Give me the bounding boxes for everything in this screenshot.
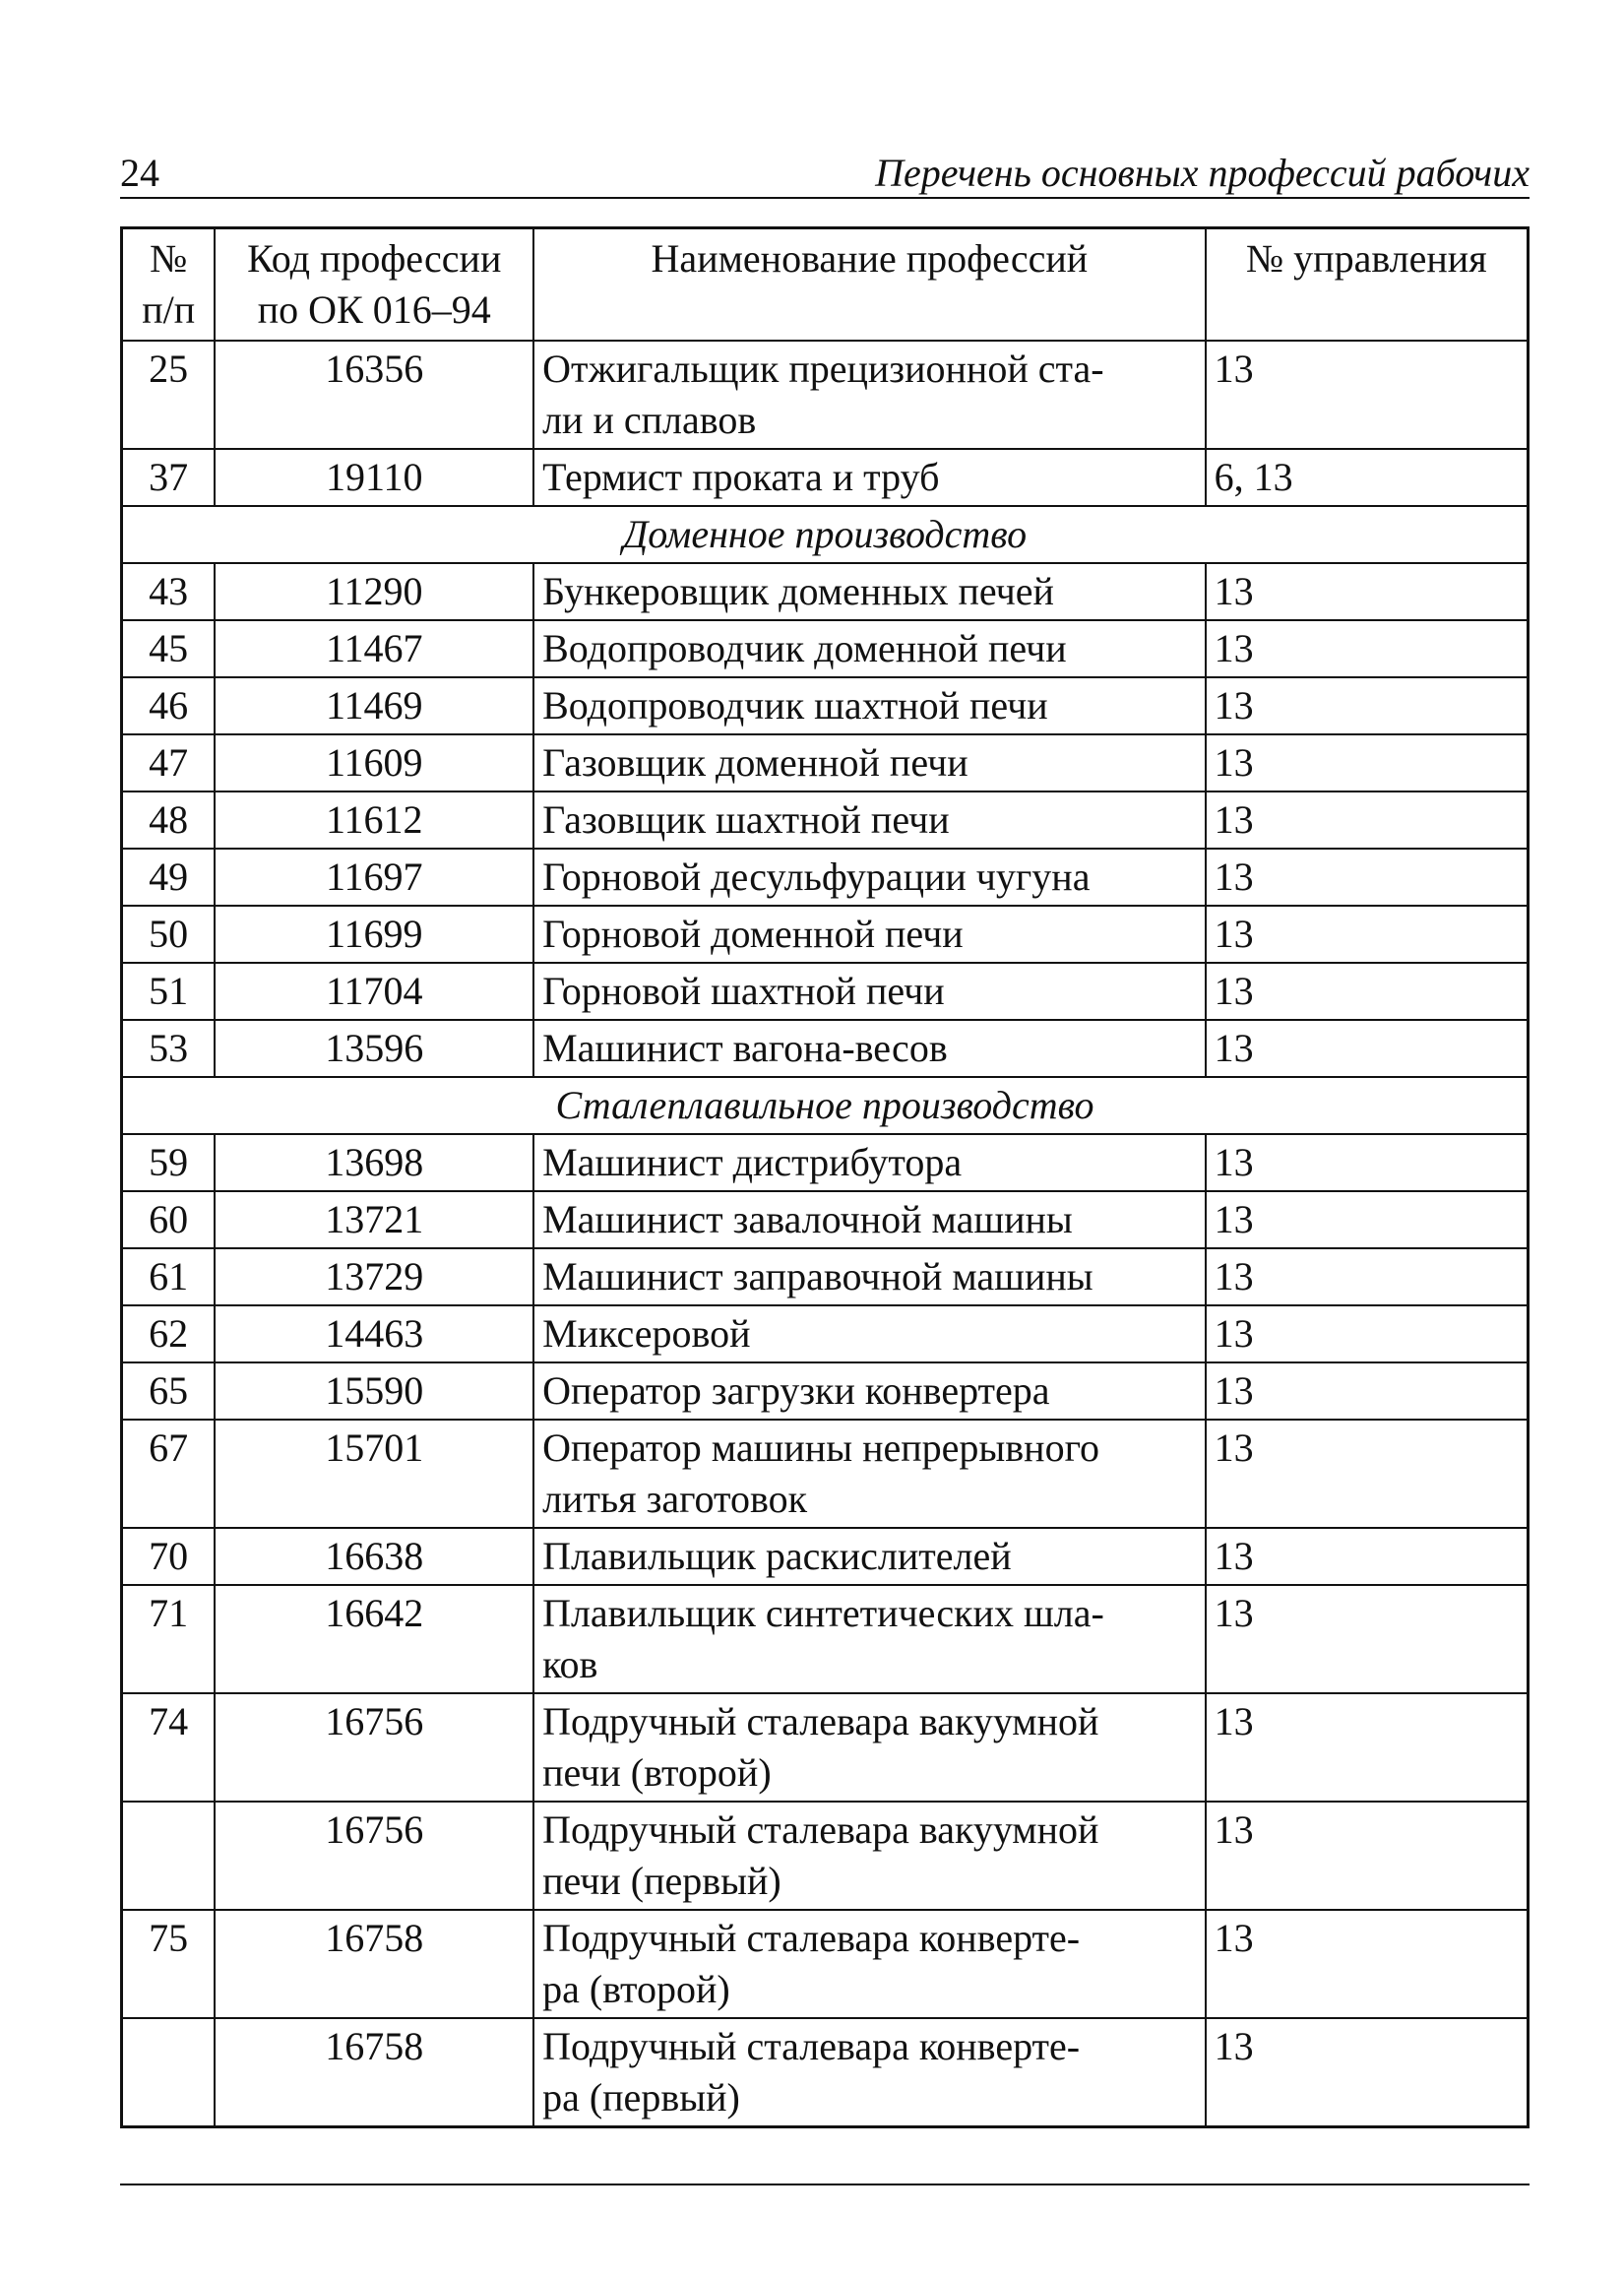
cell-name (533, 341, 1206, 449)
cell-number: 49 (122, 849, 216, 906)
table-row (122, 1134, 1529, 1191)
column-header-line: № (150, 236, 188, 281)
cell-name (533, 1802, 1206, 1910)
cell-name (533, 1020, 1206, 1077)
table-row (122, 620, 1529, 677)
cell-name (533, 1693, 1206, 1802)
table-row (122, 341, 1529, 449)
profession-name-line: Миксеровой (542, 1311, 751, 1356)
cell-department: 13 (1206, 341, 1529, 449)
cell-name (533, 1248, 1206, 1305)
cell-number: 50 (122, 906, 216, 963)
column-header-name (533, 228, 1206, 342)
cell-number (122, 2018, 216, 2127)
profession-name-line: Машинист вагона-весов (542, 1026, 948, 1070)
profession-name-line: Горновой доменной печи (542, 912, 964, 956)
table-row (122, 1528, 1529, 1585)
table-row (122, 1585, 1529, 1693)
cell-code: 19110 (215, 449, 533, 506)
cell-code: 11699 (215, 906, 533, 963)
cell-name (533, 963, 1206, 1020)
cell-department: 13 (1206, 849, 1529, 906)
cell-number: 37 (122, 449, 216, 506)
cell-number (122, 1802, 216, 1910)
table-row (122, 849, 1529, 906)
cell-department: 13 (1206, 1362, 1529, 1420)
cell-name (533, 1910, 1206, 2018)
profession-name-line: ли и сплавов (542, 398, 757, 442)
profession-name-line: Бункеровщик доменных печей (542, 569, 1054, 613)
table-row (122, 1191, 1529, 1248)
table-row (122, 1693, 1529, 1802)
profession-name-line: Оператор загрузки конвертера (542, 1368, 1050, 1413)
cell-department: 6, 13 (1206, 449, 1529, 506)
cell-number: 61 (122, 1248, 216, 1305)
cell-code: 13721 (215, 1191, 533, 1248)
cell-department: 13 (1206, 1248, 1529, 1305)
cell-department: 13 (1206, 677, 1529, 734)
cell-number: 67 (122, 1420, 216, 1528)
cell-number: 74 (122, 1693, 216, 1802)
cell-number: 60 (122, 1191, 216, 1248)
cell-code: 14463 (215, 1305, 533, 1362)
section-title: Сталеплавильное производство (122, 1077, 1529, 1134)
cell-number: 62 (122, 1305, 216, 1362)
section-row (122, 506, 1529, 563)
profession-name-line: Подручный сталевара конверте- (542, 2024, 1081, 2068)
profession-name-line: Оператор машины непрерывного (542, 1425, 1099, 1470)
column-header-line: п/п (142, 287, 196, 332)
profession-name-line: ра (первый) (542, 2075, 740, 2120)
column-header-department (1206, 228, 1529, 342)
table-row (122, 734, 1529, 791)
profession-name-line: Водопроводчик шахтной печи (542, 683, 1048, 728)
cell-name (533, 1528, 1206, 1585)
cell-code: 16756 (215, 1802, 533, 1910)
profession-name-line: Плавильщик раскислителей (542, 1534, 1012, 1578)
cell-department: 13 (1206, 1910, 1529, 2018)
cell-code: 11697 (215, 849, 533, 906)
professions-table (120, 226, 1530, 2128)
cell-code: 16638 (215, 1528, 533, 1585)
cell-name (533, 1420, 1206, 1528)
cell-name (533, 620, 1206, 677)
cell-code: 16758 (215, 2018, 533, 2127)
cell-name (533, 1362, 1206, 1420)
table-row (122, 449, 1529, 506)
table-row (122, 791, 1529, 849)
column-header-line: № управления (1246, 236, 1487, 281)
cell-name (533, 1134, 1206, 1191)
cell-number: 51 (122, 963, 216, 1020)
section-title: Доменное производство (122, 506, 1529, 563)
cell-code: 11467 (215, 620, 533, 677)
profession-name-line: ков (542, 1642, 598, 1686)
page-number: 24 (120, 151, 159, 195)
bottom-rule (120, 2184, 1530, 2185)
table-row (122, 563, 1529, 620)
cell-department: 13 (1206, 791, 1529, 849)
cell-department: 13 (1206, 1191, 1529, 1248)
page-header (120, 146, 1530, 199)
cell-number: 46 (122, 677, 216, 734)
table-row (122, 2018, 1529, 2127)
table-row (122, 906, 1529, 963)
table-body (122, 341, 1529, 2127)
cell-name (533, 791, 1206, 849)
cell-number: 71 (122, 1585, 216, 1693)
cell-name (533, 734, 1206, 791)
profession-name-line: Подручный сталевара конверте- (542, 1916, 1081, 1960)
cell-code: 13596 (215, 1020, 533, 1077)
column-header-number (122, 228, 216, 342)
cell-code: 13698 (215, 1134, 533, 1191)
profession-name-line: Плавильщик синтетических шла- (542, 1591, 1104, 1635)
cell-number: 70 (122, 1528, 216, 1585)
cell-department: 13 (1206, 2018, 1529, 2127)
cell-code: 15701 (215, 1420, 533, 1528)
table-row (122, 1910, 1529, 2018)
cell-department: 13 (1206, 1585, 1529, 1693)
cell-code: 16356 (215, 341, 533, 449)
cell-code: 11290 (215, 563, 533, 620)
cell-name (533, 1305, 1206, 1362)
cell-department: 13 (1206, 1420, 1529, 1528)
cell-code: 11612 (215, 791, 533, 849)
profession-name-line: Газовщик доменной печи (542, 740, 968, 785)
cell-name (533, 849, 1206, 906)
cell-department: 13 (1206, 1802, 1529, 1910)
table-row (122, 1020, 1529, 1077)
profession-name-line: печи (второй) (542, 1750, 772, 1795)
profession-name-line: Машинист завалочной машины (542, 1197, 1073, 1241)
cell-department: 13 (1206, 734, 1529, 791)
table-row (122, 963, 1529, 1020)
cell-name (533, 1585, 1206, 1693)
cell-number: 59 (122, 1134, 216, 1191)
cell-department: 13 (1206, 906, 1529, 963)
cell-number: 25 (122, 341, 216, 449)
cell-department: 13 (1206, 1528, 1529, 1585)
table-row (122, 1305, 1529, 1362)
profession-name-line: печи (первый) (542, 1859, 781, 1903)
cell-code: 16756 (215, 1693, 533, 1802)
cell-number: 53 (122, 1020, 216, 1077)
cell-code: 13729 (215, 1248, 533, 1305)
profession-name-line: литья заготовок (542, 1477, 808, 1521)
table-header (122, 228, 1529, 342)
column-header-code (215, 228, 533, 342)
profession-name-line: Термист проката и труб (542, 455, 940, 499)
cell-department: 13 (1206, 1020, 1529, 1077)
cell-name (533, 449, 1206, 506)
profession-name-line: Машинист дистрибутора (542, 1140, 963, 1184)
cell-number: 43 (122, 563, 216, 620)
cell-department: 13 (1206, 1134, 1529, 1191)
column-header-line: Код профессии (247, 236, 502, 281)
header-row (122, 228, 1529, 342)
cell-number: 48 (122, 791, 216, 849)
cell-code: 11609 (215, 734, 533, 791)
profession-name-line: Отжигальщик прецизионной ста- (542, 347, 1104, 391)
column-header-line: по ОК 016–94 (257, 287, 491, 332)
cell-code: 15590 (215, 1362, 533, 1420)
table-row (122, 1802, 1529, 1910)
table-row (122, 1248, 1529, 1305)
profession-name-line: Горновой шахтной печи (542, 969, 945, 1013)
profession-name-line: Горновой десульфурации чугуна (542, 855, 1091, 899)
cell-number: 75 (122, 1910, 216, 2018)
section-row (122, 1077, 1529, 1134)
table-row (122, 1362, 1529, 1420)
cell-number: 45 (122, 620, 216, 677)
cell-department: 13 (1206, 1305, 1529, 1362)
profession-name-line: Водопроводчик доменной печи (542, 626, 1067, 670)
cell-department: 13 (1206, 563, 1529, 620)
running-title: Перечень основных профессий рабочих (875, 151, 1530, 195)
profession-name-line: Газовщик шахтной печи (542, 797, 950, 842)
table-row (122, 1420, 1529, 1528)
profession-name-line: Подручный сталевара вакуумной (542, 1699, 1099, 1743)
cell-name (533, 563, 1206, 620)
cell-code: 11469 (215, 677, 533, 734)
cell-name (533, 2018, 1206, 2127)
table-row (122, 677, 1529, 734)
cell-name (533, 677, 1206, 734)
profession-name-line: Машинист заправочной машины (542, 1254, 1093, 1298)
cell-name (533, 906, 1206, 963)
cell-number: 65 (122, 1362, 216, 1420)
cell-department: 13 (1206, 1693, 1529, 1802)
cell-code: 11704 (215, 963, 533, 1020)
cell-code: 16758 (215, 1910, 533, 2018)
cell-department: 13 (1206, 620, 1529, 677)
cell-department: 13 (1206, 963, 1529, 1020)
profession-name-line: Подручный сталевара вакуумной (542, 1807, 1099, 1852)
cell-number: 47 (122, 734, 216, 791)
cell-name (533, 1191, 1206, 1248)
cell-code: 16642 (215, 1585, 533, 1693)
column-header-line: Наименование профессий (651, 236, 1089, 281)
profession-name-line: ра (второй) (542, 1967, 730, 2011)
